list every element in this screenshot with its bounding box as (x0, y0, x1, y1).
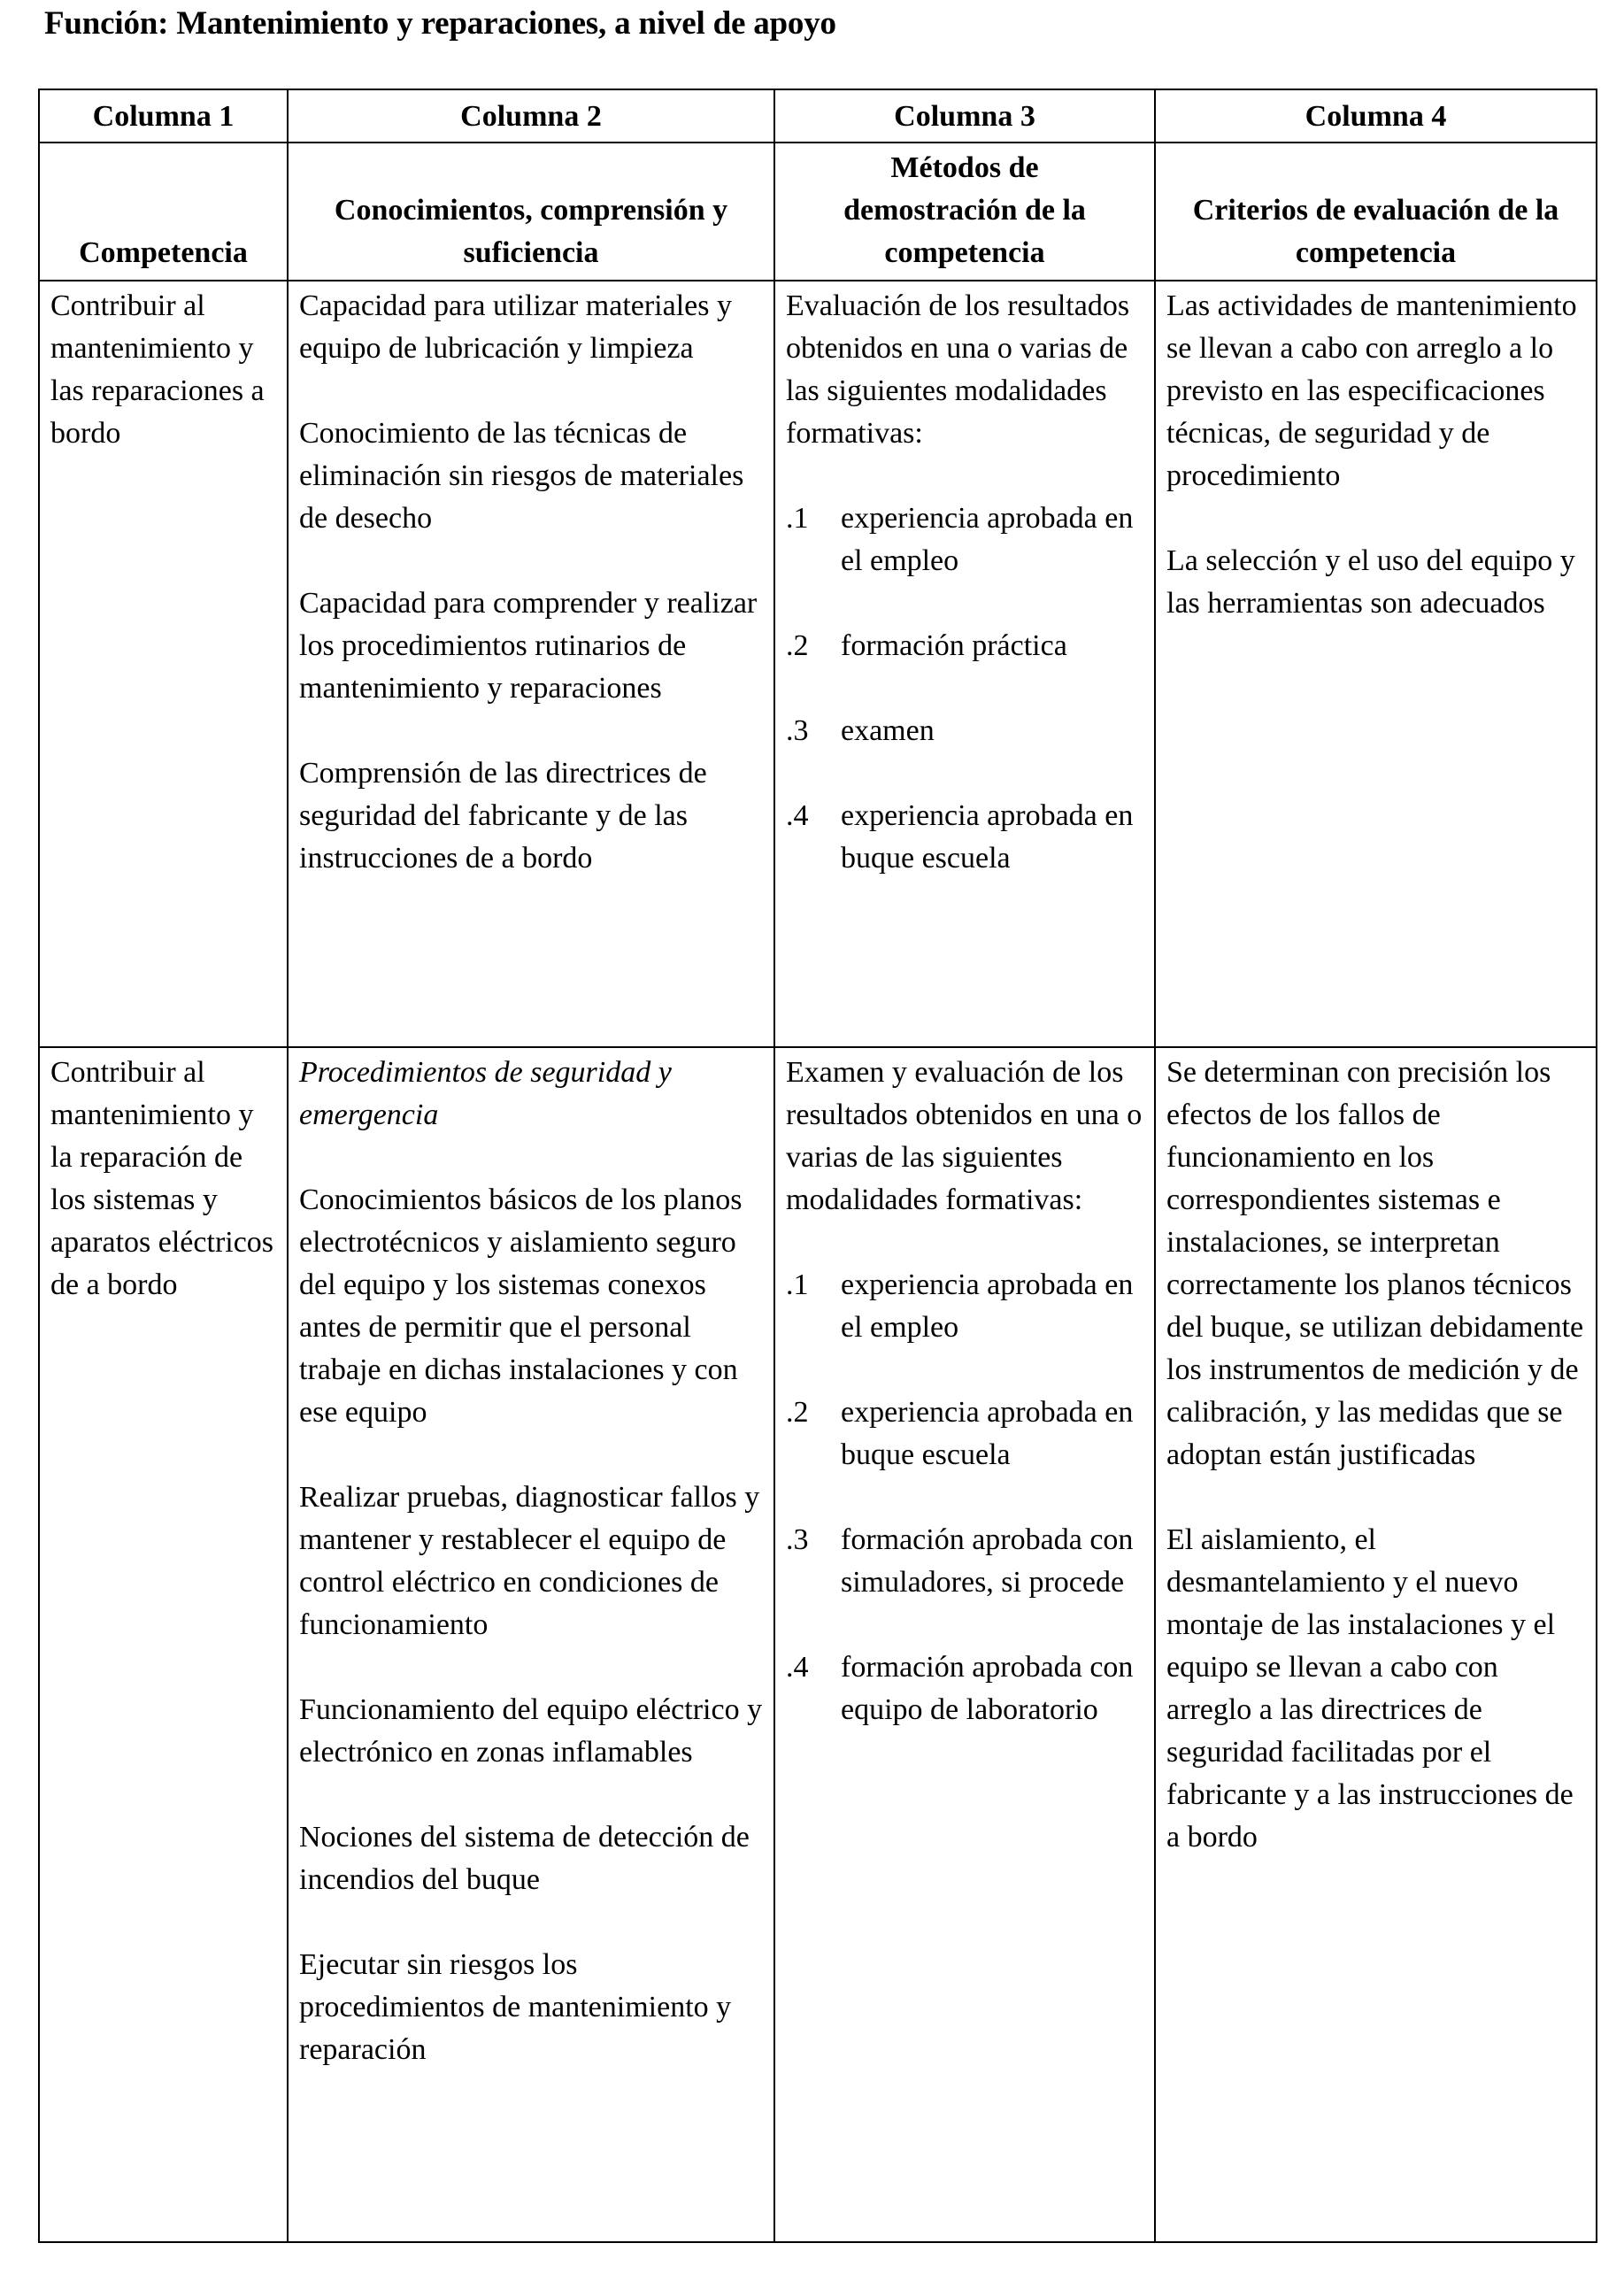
metodo-number: .1 (786, 502, 809, 535)
metodo-text: examen (841, 714, 935, 747)
criterio-item: La selección y el uso del equipo y las herramientas son adecuados (1166, 544, 1575, 620)
metodo-number: .3 (786, 1523, 809, 1556)
column-number-4: Columna 4 (1155, 89, 1597, 143)
metodo-number: .4 (786, 799, 809, 832)
metodo-text: formación aprobada con simuladores, si procede (841, 1523, 1134, 1599)
conocimiento-item: Funcionamiento del equipo eléctrico y electrónico en zonas inflamables (299, 1693, 763, 1769)
metodo-text: formación práctica (841, 629, 1067, 662)
criterios-cell (1155, 281, 1597, 1047)
conocimiento-item: Conocimiento de las técnicas de eliminación sin riesgos de materiales de desecho (299, 417, 744, 535)
metodo-number: .2 (786, 1396, 809, 1429)
conocimiento-item: Comprensión de las directrices de seguridad del fabricante y de las instrucciones de a bordo (299, 757, 707, 875)
conocimiento-item: Ejecutar sin riesgos los procedimientos de mantenimiento y reparación (299, 1948, 732, 2066)
metodo-item (786, 1391, 1149, 1476)
metodo-item (786, 497, 1149, 582)
competencia-cell (39, 281, 288, 1047)
column-title-metodos: Métodos de demostración de la competencia (774, 143, 1155, 281)
metodos-intro: Examen y evaluación de los resultados obtenidos en una o varias de las siguientes modalidades formativas: (786, 1056, 1143, 1216)
column-number-1: Columna 1 (39, 89, 288, 143)
conocimientos-cell (288, 281, 774, 1047)
column-title-criterios: Criterios de evaluación de la competencia (1155, 143, 1597, 281)
metodo-text: formación aprobada con equipo de laboratorio (841, 1651, 1134, 1726)
column-title-competencia: Competencia (39, 143, 288, 281)
table-row (39, 281, 1597, 1047)
conocimiento-item: Realizar pruebas, diagnosticar fallos y mantener y restablecer el equipo de control eléctrico en condiciones de funcionamiento (299, 1481, 760, 1641)
metodos-intro: Evaluación de los resultados obtenidos en una o varias de las siguientes modalidades formativas: (786, 289, 1130, 450)
metodo-item (786, 625, 1149, 667)
table-row (39, 1047, 1597, 2242)
metodo-text: experiencia aprobada en buque escuela (841, 799, 1134, 875)
conocimientos-heading: Procedimientos de seguridad y emergencia (299, 1056, 672, 1131)
competencia-text: Contribuir al mantenimiento y la reparación de los sistemas y aparatos eléctricos de a bordo (50, 1056, 274, 1301)
metodo-text: experiencia aprobada en buque escuela (841, 1396, 1134, 1471)
conocimiento-item: Capacidad para utilizar materiales y equipo de lubricación y limpieza (299, 289, 732, 365)
criterios-cell (1155, 1047, 1597, 2242)
competencia-text: Contribuir al mantenimiento y las reparaciones a bordo (50, 289, 265, 450)
column-number-row (39, 89, 1597, 143)
competencia-cell (39, 1047, 288, 2242)
conocimientos-cell (288, 1047, 774, 2242)
metodo-number: .1 (786, 1268, 809, 1301)
metodo-text: experiencia aprobada en el empleo (841, 502, 1134, 577)
metodo-item (786, 1519, 1149, 1604)
metodo-text: experiencia aprobada en el empleo (841, 1268, 1134, 1344)
metodo-item (786, 795, 1149, 880)
page-title: Función: Mantenimiento y reparaciones, a nivel de apoyo (44, 5, 836, 42)
metodos-cell (774, 1047, 1155, 2242)
conocimiento-item: Nociones del sistema de detección de incendios del buque (299, 1821, 750, 1896)
criterio-item: Se determinan con precisión los efectos de los fallos de funcionamiento en los correspondientes sistemas e instalaciones, se interpretan correctamente los planos técnicos del buque, se utilizan debidamente los instrumentos de medición y de calibración, y las medidas que se adoptan están justificadas (1166, 1056, 1584, 1471)
column-title-row (39, 143, 1597, 281)
metodo-item (786, 1646, 1149, 1731)
metodos-cell (774, 281, 1155, 1047)
column-number-3: Columna 3 (774, 89, 1155, 143)
metodo-number: .4 (786, 1651, 809, 1684)
metodo-number: .2 (786, 629, 809, 662)
metodo-number: .3 (786, 714, 809, 747)
column-number-2: Columna 2 (288, 89, 774, 143)
column-title-conocimientos: Conocimientos, comprensión y suficiencia (288, 143, 774, 281)
conocimiento-item: Conocimientos básicos de los planos electrotécnicos y aislamiento seguro del equipo y los sistemas conexos antes de permitir que el personal trabaje en dichas instalaciones y con ese equipo (299, 1183, 743, 1429)
metodo-item (786, 710, 1149, 752)
criterio-item: El aislamiento, el desmantelamiento y el nuevo montaje de las instalaciones y el equipo se llevan a cabo con arreglo a las directrices de seguridad facilitadas por el fabricante y a las instrucciones de a bordo (1166, 1523, 1574, 1854)
competency-table (38, 89, 1597, 2243)
conocimiento-item: Capacidad para comprender y realizar los procedimientos rutinarios de mantenimiento y reparaciones (299, 587, 758, 705)
criterio-item: Las actividades de mantenimiento se llevan a cabo con arreglo a lo previsto en las especificaciones técnicas, de seguridad y de procedimiento (1166, 289, 1577, 492)
metodo-item (786, 1264, 1149, 1349)
